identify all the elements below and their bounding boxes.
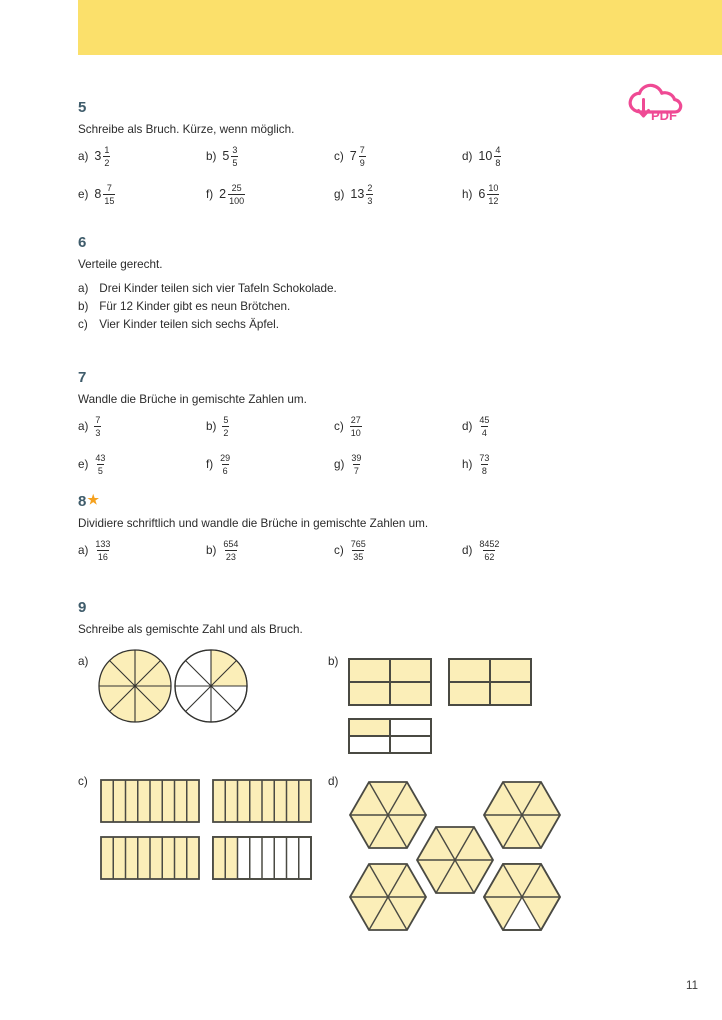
item-5h	[462, 183, 590, 209]
item-5e-whole: 8	[94, 186, 102, 201]
star-icon: ★	[87, 492, 99, 507]
item-5a-whole: 3	[94, 148, 102, 163]
item-5h-numerator: 10	[488, 182, 499, 193]
item-7g	[334, 453, 462, 479]
circle-2-partial	[175, 650, 247, 722]
exercise-8	[78, 493, 678, 565]
item-5f-numerator: 25	[231, 182, 242, 193]
item-8b	[206, 539, 334, 565]
line-6a	[78, 280, 678, 298]
item-7b-numerator: 5	[223, 414, 229, 425]
hexagon-1-full	[350, 782, 426, 848]
item-7c-label: c)	[334, 419, 344, 433]
figure-9d-hexagons	[340, 775, 580, 935]
item-5a-denominator: 2	[104, 158, 110, 169]
exercise-8-number-text: 8	[78, 493, 87, 510]
item-7b-fraction	[222, 415, 229, 438]
item-8a-numerator: 133	[95, 538, 111, 549]
exercise-6-number	[78, 235, 678, 250]
rect-2-full	[449, 659, 531, 705]
item-8d-denominator: 62	[484, 552, 495, 563]
item-5c-fraction	[359, 145, 366, 168]
line-6b	[78, 298, 678, 316]
item-7e	[78, 453, 206, 479]
bar-4-partial	[213, 837, 311, 879]
line-6a-label: a)	[78, 281, 89, 295]
figure-9b-label: b)	[328, 655, 339, 668]
figure-9a-circles	[98, 648, 248, 724]
item-7a	[78, 415, 206, 441]
item-5e-denominator: 15	[104, 196, 115, 207]
item-7g-denominator: 7	[353, 466, 359, 477]
figure-9a-label: a)	[78, 655, 89, 668]
item-7h-denominator: 8	[481, 466, 487, 477]
item-7f-label: f)	[206, 457, 214, 471]
item-5a-fraction	[103, 145, 110, 168]
item-5d-whole: 10	[478, 148, 493, 163]
item-8a-denominator: 16	[97, 552, 108, 563]
line-6c-text: Vier Kinder teilen sich sechs Äpfel.	[99, 318, 279, 332]
item-5g-label: g)	[334, 187, 345, 201]
exercise-7-instruction: Wandle die Brüche in gemischte Zahlen um.	[78, 393, 307, 406]
item-8c-numerator: 765	[350, 538, 366, 549]
item-5g	[334, 183, 462, 209]
bar-1-full	[101, 780, 199, 822]
line-6a-text: Drei Kinder teilen sich vier Tafeln Schokolade.	[99, 281, 337, 295]
item-7c-numerator: 27	[350, 414, 361, 425]
item-5a-numerator: 1	[104, 144, 110, 155]
exercise-6-instruction: Verteile gerecht.	[78, 258, 163, 271]
item-5h-whole: 6	[478, 186, 486, 201]
item-5h-fraction	[487, 183, 499, 206]
exercise-7-number-text: 7	[78, 369, 87, 386]
item-7g-fraction	[350, 453, 362, 476]
item-7d	[462, 415, 590, 441]
exercise-8-items	[78, 539, 678, 565]
item-7a-fraction	[94, 415, 101, 438]
exercise-7-items	[78, 415, 678, 479]
item-7a-label: a)	[78, 419, 89, 433]
rect-3-partial	[349, 719, 431, 753]
item-5a	[78, 145, 206, 171]
item-5e-label: e)	[78, 187, 89, 201]
item-5d	[462, 145, 590, 171]
item-7d-numerator: 45	[479, 414, 490, 425]
item-5b-denominator: 5	[232, 158, 238, 169]
pdf-icon-label: PDF	[651, 108, 677, 123]
item-5d-fraction	[494, 145, 501, 168]
item-7e-fraction	[94, 453, 106, 476]
item-8b-label: b)	[206, 543, 217, 557]
item-8c-fraction	[350, 539, 367, 562]
item-5f-denominator: 100	[229, 196, 245, 207]
exercise-9	[78, 600, 678, 645]
item-7e-label: e)	[78, 457, 89, 471]
item-7d-label: d)	[462, 419, 473, 433]
exercise-6	[78, 235, 678, 334]
item-5b-fraction	[231, 145, 238, 168]
item-7b-denominator: 2	[223, 428, 229, 439]
item-5e-numerator: 7	[106, 182, 112, 193]
bar-2-full	[213, 780, 311, 822]
item-5d-label: d)	[462, 149, 473, 163]
hexagon-2-full	[484, 782, 560, 848]
hexagon-4-full	[350, 864, 426, 930]
item-5c-whole: 7	[349, 148, 357, 163]
header-banner	[78, 0, 722, 55]
page-number: 11	[686, 980, 698, 992]
exercise-5	[78, 100, 678, 209]
item-5f-whole: 2	[219, 186, 227, 201]
item-7h-numerator: 73	[479, 452, 490, 463]
line-6b-label: b)	[78, 300, 89, 314]
item-7g-label: g)	[334, 457, 345, 471]
circle-1-full	[99, 650, 171, 722]
item-5b-label: b)	[206, 149, 217, 163]
item-8c	[334, 539, 462, 565]
item-5h-denominator: 12	[488, 196, 499, 207]
item-5g-fraction	[366, 183, 373, 206]
item-7f-numerator: 29	[220, 452, 231, 463]
item-8b-numerator: 654	[223, 538, 239, 549]
line-6b-text: Für 12 Kinder gibt es neun Brötchen.	[99, 300, 291, 314]
item-5f	[206, 183, 334, 209]
exercise-8-number	[78, 493, 678, 509]
item-8c-label: c)	[334, 543, 344, 557]
item-5d-denominator: 8	[495, 158, 501, 169]
item-7a-numerator: 7	[95, 414, 101, 425]
item-8a-label: a)	[78, 543, 89, 557]
item-7b	[206, 415, 334, 441]
item-5h-label: h)	[462, 187, 473, 201]
item-7e-denominator: 5	[97, 466, 103, 477]
hexagon-5-partial	[484, 864, 560, 930]
item-5c-denominator: 9	[359, 158, 365, 169]
exercise-5-number	[78, 100, 678, 115]
item-7c	[334, 415, 462, 441]
figure-9c-bars	[100, 779, 312, 881]
item-5b-whole: 5	[222, 148, 230, 163]
rect-1-full	[349, 659, 431, 705]
item-7g-numerator: 39	[351, 452, 362, 463]
figure-9d-label: d)	[328, 775, 339, 788]
exercise-7-number	[78, 370, 678, 385]
line-6c-label: c)	[78, 318, 88, 332]
item-7a-denominator: 3	[95, 428, 101, 439]
exercise-8-instruction: Dividiere schriftlich und wandle die Brüche in gemischte Zahlen um.	[78, 517, 429, 530]
item-5b	[206, 145, 334, 171]
item-7c-denominator: 10	[350, 428, 361, 439]
item-7c-fraction	[350, 415, 362, 438]
item-5d-numerator: 4	[495, 144, 501, 155]
item-8d	[462, 539, 590, 565]
item-7f	[206, 453, 334, 479]
exercise-5-items	[78, 145, 678, 209]
item-5c	[334, 145, 462, 171]
item-8d-label: d)	[462, 543, 473, 557]
exercise-9-number	[78, 600, 678, 615]
exercise-6-lines	[78, 280, 678, 334]
item-5b-numerator: 3	[232, 144, 238, 155]
item-7h	[462, 453, 590, 479]
bar-3-full	[101, 837, 199, 879]
item-7d-denominator: 4	[481, 428, 487, 439]
item-5c-label: c)	[334, 149, 344, 163]
item-7b-label: b)	[206, 419, 217, 433]
item-5e-fraction	[103, 183, 115, 206]
exercise-9-instruction: Schreibe als gemischte Zahl und als Bruch.	[78, 623, 303, 636]
exercise-5-instruction: Schreibe als Bruch. Kürze, wenn möglich.	[78, 123, 295, 136]
item-7d-fraction	[478, 415, 490, 438]
item-8b-denominator: 23	[225, 552, 236, 563]
item-8d-fraction	[478, 539, 500, 562]
item-5e	[78, 183, 206, 209]
exercise-7	[78, 370, 678, 479]
item-7f-fraction	[219, 453, 231, 476]
exercise-9-number-text: 9	[78, 599, 87, 616]
item-7e-numerator: 43	[95, 452, 106, 463]
exercise-6-number-text: 6	[78, 234, 87, 251]
exercise-5-number-text: 5	[78, 99, 87, 116]
item-5a-label: a)	[78, 149, 89, 163]
item-5f-label: f)	[206, 187, 214, 201]
item-7h-label: h)	[462, 457, 473, 471]
item-5c-numerator: 7	[359, 144, 365, 155]
item-5f-fraction	[228, 183, 245, 206]
item-8b-fraction	[222, 539, 239, 562]
item-8c-denominator: 35	[353, 552, 364, 563]
line-6c	[78, 316, 678, 334]
item-5g-numerator: 2	[367, 182, 373, 193]
item-7f-denominator: 6	[222, 466, 228, 477]
item-8a-fraction	[94, 539, 111, 562]
item-7h-fraction	[478, 453, 490, 476]
item-5g-denominator: 3	[367, 196, 373, 207]
figure-9b-rectangles	[348, 658, 534, 754]
figure-9c-label: c)	[78, 775, 88, 788]
item-8a	[78, 539, 206, 565]
hexagon-3-full	[417, 827, 493, 893]
item-8d-numerator: 8452	[479, 538, 500, 549]
item-5g-whole: 13	[350, 186, 365, 201]
